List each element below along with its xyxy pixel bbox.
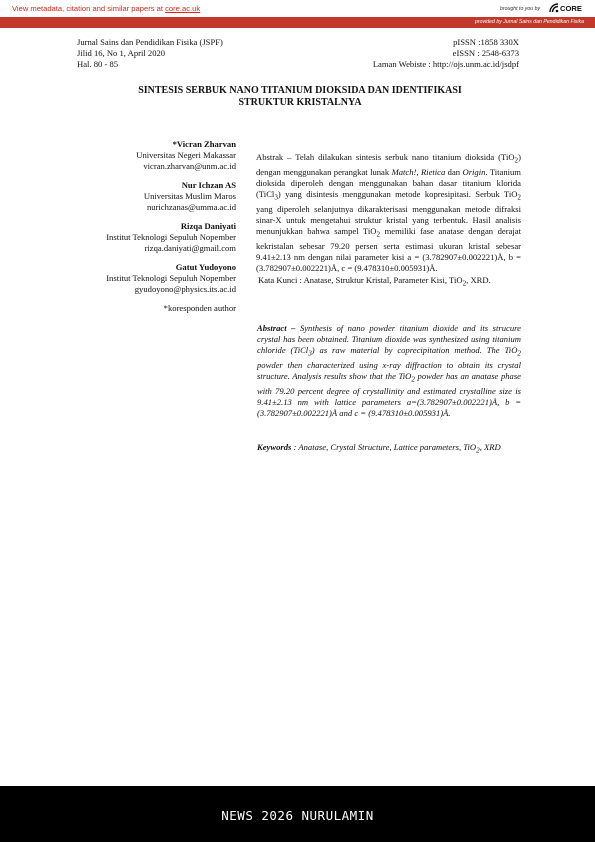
footer-text: NEWS 2026 NURULAMIN [221, 808, 374, 823]
journal-header-left [77, 37, 223, 71]
author-block [60, 139, 236, 172]
author-affiliation: Institut Teknologi Sepuluh Nopember [106, 232, 236, 242]
author-affiliation: Institut Teknologi Sepuluh Nopember [106, 273, 236, 283]
journal-website: Laman Webiste : http://ojs.unm.ac.id/jsdpf [372, 59, 519, 70]
journal-pages: Hal. 80 - 85 [77, 59, 119, 70]
software-origin: Origin [462, 166, 486, 177]
corresponding-author-note: *koresponden author [163, 303, 236, 313]
software-match: Match! [391, 166, 417, 177]
abstrak-indonesian: Abstrak – Telah dilakukan sintesis serbuk nano titanium dioksida (TiO$_2$) dengan menggunakan perangkat lunak Match!, Rietica dan Origin. Titanium dioksida diperoleh dengan menggunakan bahan dasar titanium klorida (TiCl$_3$) yang disintesis menggunakan metode kopresipitasi. Serbuk TiO$_2$ yang diperoleh selanjutnya dikarakterisasi menggunakan metode difraksi sinar-X untuk mengetahui struktur kristal yang terbentuk. Hasil analisis menunjukkan bahwa sampel TiO$_2$ memiliki fase anatase dengan derajat kekristalan sebesar 79.20 persen serta estimasi ukuran kristal sebesar 9.41±2.13 nm dengan nilai parameter kisi a = (3.782907±0.002221)Å, b = (3.782907±0.002221)Å, c = (9.478310±0.005931)Å. [256, 152, 521, 273]
core-link-text: View metadata, citation and similar papers at [12, 4, 163, 13]
author-block [60, 180, 236, 213]
abstrak-label: Abstrak – [256, 152, 292, 162]
software-rietica: Rietica [420, 166, 446, 177]
footer-banner [0, 786, 595, 842]
author-name: *Vicran Zharvan [172, 139, 236, 149]
brought-by-label: brought to you by [500, 6, 541, 12]
author-email: rizqa.daniyati@gmail.com [144, 243, 236, 253]
abstract-label: Abstract – [257, 323, 296, 333]
author-list [60, 139, 236, 314]
journal-pissn: pISSN :1858 330X [453, 37, 519, 47]
journal-eissn: eISSN : 2548-6373 [452, 48, 519, 59]
core-logo[interactable] [549, 2, 589, 15]
core-link-domain[interactable]: core.ac.uk [165, 4, 201, 13]
provided-by-bar [0, 17, 595, 28]
journal-volume: Jilid 16, No 1, April 2020 [77, 48, 166, 59]
abstract-english: Abstract – Synthesis of nano powder titanium dioxide and its strucure crystal has been obtained. Titanium dioxide was synthesized using titanium chloride (TiCl$_3$) as raw material by coprecipitation method. The TiO$_2$ powder then characterized using x-ray diffraction to obtain its crystal structure. Analysis results show that the TiO$_2$ powder has an anatase phase with 79.20 percent degree of crystallinity and estimated crystalline size is 9.41±2.13 nm with lattice parameters a=(3.782907±0.002221)Å, b = (3.782907±0.002221)Å and c = (9.478310±0.005931)Å. [257, 323, 521, 419]
author-name: Nur Ichzan AS [181, 180, 236, 190]
keywords-english: Keywords : Anatase, Crystal Structure, Lattice parameters, TiO$_2$, XRD [257, 442, 501, 455]
keywords-label: Keywords [257, 442, 292, 452]
author-email: vicran.zharvan@unm.ac.id [143, 161, 236, 171]
author-block [60, 221, 236, 254]
author-email: gyudoyono@physics.its.ac.id [134, 284, 236, 294]
author-block [60, 262, 236, 295]
paper-title [80, 85, 520, 109]
journal-header-right [373, 37, 519, 71]
paper-title-line-2: STRUKTUR KRISTALNYA [238, 97, 362, 108]
kata-kunci: Kata Kunci : Anatase, Struktur Kristal, Parameter Kisi, TiO$_2$, XRD. [258, 275, 491, 288]
author-name: Rizqa Daniyati [180, 221, 236, 231]
provided-by-text: provided by Jurnal Sains dan Pendidikan Fisika [474, 19, 584, 25]
author-affiliation: Universitas Muslim Maros [143, 191, 236, 201]
core-banner [0, 0, 595, 17]
author-affiliation: Universitas Negeri Makassar [136, 150, 236, 160]
author-email: nurichzanas@umma.ac.id [146, 202, 236, 212]
core-logo-icon [549, 3, 559, 13]
paper-title-line-1: SINTESIS SERBUK NANO TITANIUM DIOKSIDA DAN IDENTIFIKASI [138, 85, 462, 96]
author-name: Gatut Yudoyono [175, 262, 236, 272]
journal-name: Jurnal Sains dan Pendidikan Fisika (JSPF) [77, 37, 223, 47]
core-logo-text: CORE [560, 4, 582, 13]
core-metadata-link[interactable] [12, 4, 200, 13]
